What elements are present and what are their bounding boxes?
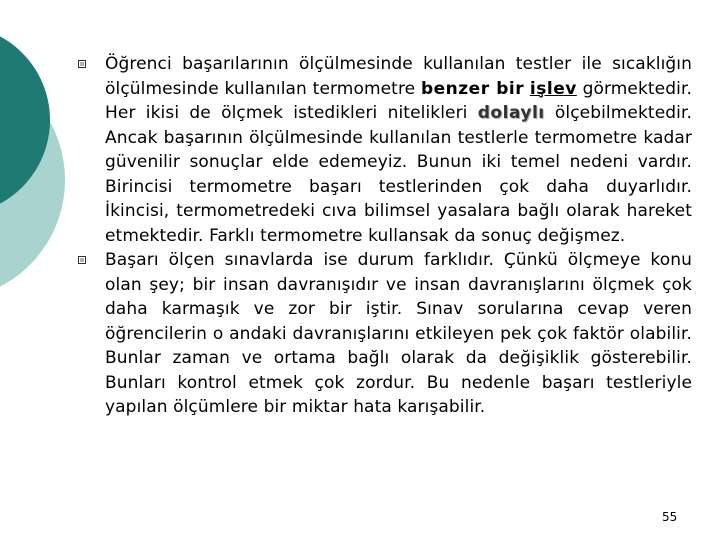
slide-body bbox=[78, 52, 692, 420]
square-bullet-icon bbox=[78, 60, 86, 68]
text-segment: ölçebilmektedir. Ancak başarının ölçülmesinde kullanılan testlerle termometre kadar güvenilir sonuçlar elde edemeyiz. Bunun iki temel nedeni vardır. Birincisi termometre başarı testlerinden çok daha duyarlıdır. İkincisi, termometredeki cıva bilimsel yasalara bağlı olarak hareket etmektedir. Farklı termometre kullansak da sonuç değişmez. bbox=[105, 103, 692, 246]
text-segment: Öğrenci başarılarının ölçülmesinde kullanılan testler ile sıcaklığın ölçülmesinde kullanılan termometre bbox=[105, 54, 692, 99]
text-segment: Başarı ölçen sınavlarda ise durum farklıdır. Çünkü ölçmeye konu olan şey; bir insan davranışıdır ve insan davranışlarını ölçmek çok daha karmaşık ve zor bir iştir. Sınav sorularına cevap veren öğrencilerin o andaki davranışlarını etkileyen pek çok faktör olabilir. Bunlar zaman ve ortama bağlı olarak da değişiklik gösterebilir. Bunları kontrol etmek çok zordur. Bu nedenle başarı testleriyle yapılan ölçümlere bir miktar hata karışabilir. bbox=[105, 250, 692, 417]
shadowed-emphasized-text: dolaylı bbox=[477, 103, 545, 123]
page-number: 55 bbox=[662, 510, 678, 524]
emphasized-text: benzer bir bbox=[420, 78, 525, 99]
underlined-emphasized-text: işlev bbox=[529, 78, 577, 99]
square-bullet-icon bbox=[78, 256, 86, 264]
bullet-item-2 bbox=[78, 248, 692, 420]
decorative-circles-graphic bbox=[0, 0, 80, 300]
bullet-item-1 bbox=[78, 52, 692, 248]
bullet-paragraph-1 bbox=[105, 52, 692, 248]
text-segment: görmektedir. Her ikisi de ölçmek istedikleri nitelikleri bbox=[105, 78, 692, 123]
bullet-paragraph-2 bbox=[105, 248, 692, 420]
decorative-circles bbox=[0, 0, 80, 300]
